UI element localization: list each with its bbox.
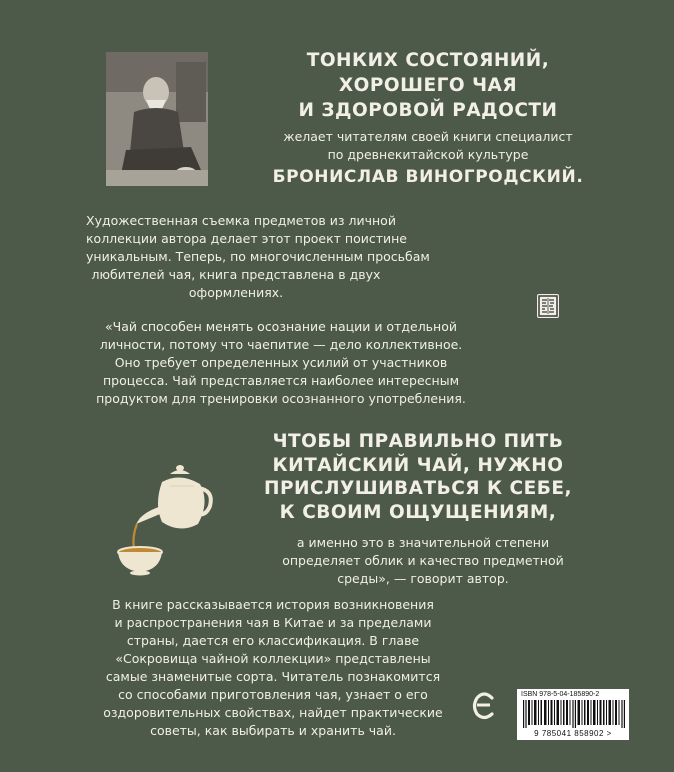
paragraph-line: любителей чая, книга представлена в двух (91, 267, 381, 282)
heading-mid (218, 430, 618, 524)
ean-digits: 9 785041 858902 > (534, 729, 612, 738)
quote-line: процесса. Чай представляется наиболее интересным (103, 373, 459, 388)
heading-mid-line: КИТАЙСКИЙ ЧАЙ, НУЖНО (272, 454, 564, 476)
author-intro-line: по древнекитайской культуре (327, 147, 529, 162)
author-intro (238, 128, 618, 164)
quote-line: Оно требует определенных усилий от участников (114, 355, 448, 370)
author-name: БРОНИСЛАВ ВИНОГРОДСКИЙ. (272, 167, 584, 187)
paragraph-line: советы, как выбирать и хранить чай. (150, 723, 396, 738)
quote-end-line: среды», — говорит автор. (337, 571, 509, 586)
heading-top (238, 48, 618, 123)
heading-top-line: ТОНКИХ СОСТОЯНИЙ, (306, 50, 550, 71)
paragraph-line: самые знаменитые сорта. Читатель познакомится (105, 669, 441, 684)
quote-line: «Чай способен менять осознание нации и отдельной (105, 319, 457, 334)
heading-top-line: ХОРОШЕГО ЧАЯ (338, 75, 518, 96)
paragraph-line: оздоровительных свойствах, найдет практические (103, 705, 443, 720)
quote-line: личности, потому что чаепитие — дело коллективное. (99, 337, 463, 352)
barcode-bars (523, 700, 625, 728)
quote-block (72, 318, 490, 408)
seal-stamp-icon (537, 294, 559, 318)
paragraph-line: страны, дается его классификация. В главе (126, 633, 420, 648)
publisher-logo-icon (472, 690, 496, 720)
barcode (517, 689, 629, 740)
teapot-pouring-icon (110, 462, 220, 582)
heading-mid-line: ПРИСЛУШИВАТЬСЯ К СЕБЕ, (263, 478, 572, 499)
author-intro-line: желает читателям своей книги специалист (283, 129, 573, 144)
paragraph-line: оформлениях. (188, 285, 284, 300)
paragraph-line: В книге рассказывается история возникновения (112, 597, 434, 612)
quote-end-line: а именно это в значительной степени (296, 535, 550, 550)
paragraph-line: и распространения чая в Китае и за пределами (114, 615, 432, 630)
isbn-text: ISBN 978-5-04-185890-2 (521, 691, 600, 698)
paragraph-line: коллекции автора делает этот проект поистине (86, 231, 407, 246)
heading-mid-line: К СВОИМ ОЩУЩЕНИЯМ, (279, 501, 557, 523)
paragraph-collection (86, 212, 430, 302)
quote-end-line: определяет облик и качество предметной (282, 553, 564, 568)
quote-end (248, 534, 598, 588)
paragraph-line: уникальным. Теперь, по многочисленным просьбам (86, 249, 430, 264)
heading-top-line: И ЗДОРОВОЙ РАДОСТИ (298, 100, 558, 121)
paragraph-line: Художественная съемка предметов из личной (86, 213, 396, 228)
paragraph-line: со способами приготовления чая, узнает о его (118, 687, 428, 702)
quote-line: продуктом для тренировки осознанного употребления. (96, 391, 466, 406)
heading-mid-line: ЧТОБЫ ПРАВИЛЬНО ПИТЬ (272, 431, 564, 452)
paragraph-description (88, 596, 458, 740)
paragraph-line: «Сокровища чайной коллекции» представлены (115, 651, 431, 666)
author-photo (106, 52, 208, 186)
